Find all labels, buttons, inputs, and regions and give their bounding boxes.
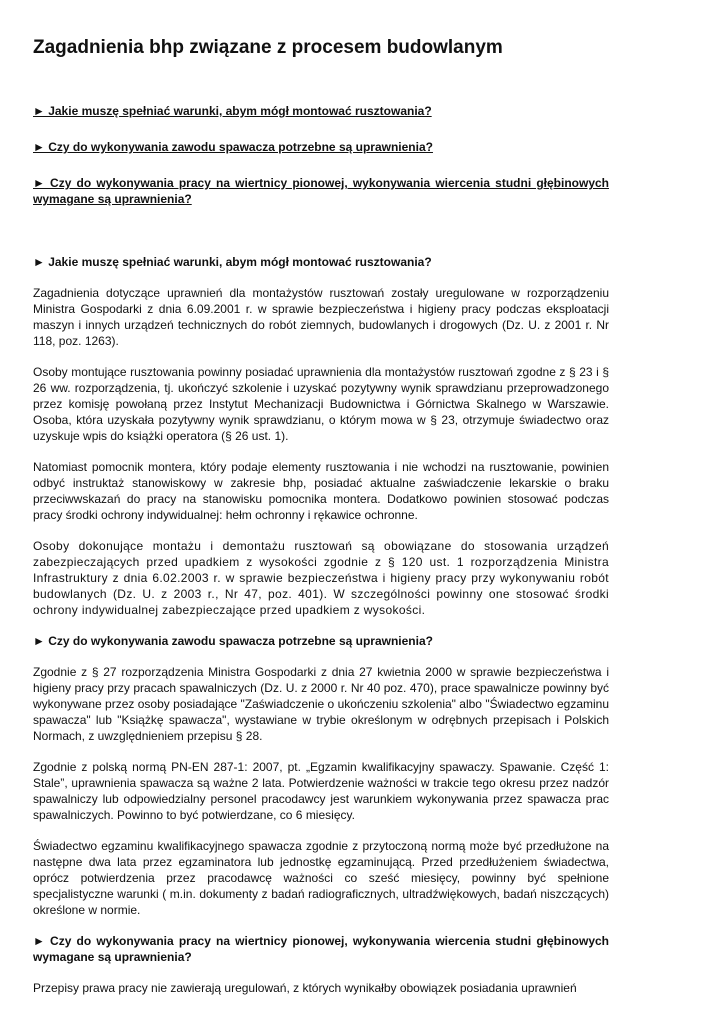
paragraph: Zgodnie z polską normą PN-EN 287-1: 2007, pt. „Egzamin kwalifikacyjny spawaczy. Spawanie. Część 1: Stale”, uprawnienia spawacza są ważne 2 lata. Potwierdzenie ważności w trakcie tego okresu przez nadzór spawalniczy lub odpowiedzialny personel pracodawcy jest warunkiem wykonywania przez spawacza prac spawalniczych. Powinno to być potwierdzane, co 6 miesięcy. — [33, 760, 609, 822]
paragraph: Natomiast pomocnik montera, który podaje elementy rusztowania i nie wchodzi na rusztowanie, powinien odbyć instruktaż stanowiskowy w zakresie bhp, posiadać aktualne zaświadczenie lekarskie o braku przeciwwskazań do pracy na stanowisku pomocnika montera. Dodatkowo powinien stosować podczas pracy środki ochrony indywidualnej: hełm ochronny i rękawice ochronne. — [33, 460, 609, 522]
section-heading: ► Czy do wykonywania pracy na wiertnicy pionowej, wykonywania wiercenia studni głębinowych wymagane są uprawnienia? — [33, 934, 609, 964]
paragraph: Świadectwo egzaminu kwalifikacyjnego spawacza zgodnie z przytoczoną normą może być przedłużone na następne dwa lata przez egzaminatora lub jednostkę egzaminującą. Przed przedłużeniem świadectwa, oprócz potwierdzenia przez pracodawcę ważności co sześć miesięcy, powinny być spełnione specjalistyczne warunki ( m.in. dokumenty z badań radiograficznych, ultradźwiękowych, badań niszczących) określone w normie. — [33, 839, 609, 917]
section-heading: ► Jakie muszę spełniać warunki, abym mógł montować rusztowania? — [33, 255, 432, 269]
paragraph: Zgodnie z § 27 rozporządzenia Ministra Gospodarki z dnia 27 kwietnia 2000 w sprawie bezpieczeństwa i higieny pracy przy pracach spawalniczych (Dz. U. z 2000 r. Nr 40 poz. 470), prace spawalnicze powinny być wykonywane przez osoby posiadające "Zaświadczenie o ukończeniu szkolenia" albo "Świadectwo egzaminu spawacza" lub "Książkę spawacza", wystawiane w trybie określonym w odrębnych przepisach i Polskich Normach, z uwzględnieniem przepisu § 28. — [33, 665, 609, 743]
section-welder — [33, 633, 609, 918]
toc-link-welder[interactable]: ► Czy do wykonywania zawodu spawacza potrzebne są uprawnienia? — [33, 140, 433, 154]
section-heading: ► Czy do wykonywania zawodu spawacza potrzebne są uprawnienia? — [33, 634, 433, 648]
paragraph: Osoby dokonujące montażu i demontażu rusztowań są obowiązane do stosowania urządzeń zabezpieczających przed upadkiem z wysokości zgodnie z § 120 ust. 1 rozporządzenia Ministra Infrastruktury z dnia 6.02.2003 r. w sprawie bezpieczeństwa i higieny pracy przy wykonywaniu robót budowlanych (Dz. U. z 2003 r., Nr 47, poz. 401). W szczególności powinny one stosować środki ochrony indywidualnej zabezpieczające przed upadkiem z wysokości. — [33, 539, 609, 617]
paragraph: Osoby montujące rusztowania powinny posiadać uprawnienia dla montażystów rusztowań zgodne z § 23 i § 26 ww. rozporządzenia, tj. ukończyć szkolenie i uzyskać pozytywny wynik sprawdzianu przeprowadzonego przez komisję powołaną przez Instytut Mechanizacji Budownictwa i Górnictwa Skalnego w Warszawie. Osoba, która uzyskała pozytywny wynik sprawdzianu, o którym mowa w § 23, otrzymuje świadectwo oraz uzyskuje wpis do książki operatora (§ 26 ust. 1). — [33, 365, 609, 443]
section-drilling — [33, 933, 609, 996]
paragraph: Zagadnienia dotyczące uprawnień dla montażystów rusztowań zostały uregulowane w rozporządzeniu Ministra Gospodarki z dnia 6.09.2001 r. w sprawie bezpieczeństwa i higieny pracy podczas eksploatacji maszyn i innych urządzeń technicznych do robót ziemnych, budowlanych i drogowych (Dz. U. z 2001 r. Nr 118, poz. 1263). — [33, 286, 609, 348]
page-title: Zagadnienia bhp związane z procesem budowlanym — [33, 37, 503, 58]
toc-link-scaffolding[interactable]: ► Jakie muszę spełniać warunki, abym mógł montować rusztowania? — [33, 104, 432, 118]
document-content — [33, 254, 609, 1011]
toc-link-drilling[interactable]: ► Czy do wykonywania pracy na wiertnicy pionowej, wykonywania wiercenia studni głębinowych wymagane są uprawnienia? — [33, 176, 609, 206]
paragraph: Przepisy prawa pracy nie zawierają uregulowań, z których wynikałby obowiązek posiadania uprawnień — [33, 981, 577, 995]
section-scaffolding — [33, 254, 609, 618]
table-of-contents — [33, 103, 609, 227]
